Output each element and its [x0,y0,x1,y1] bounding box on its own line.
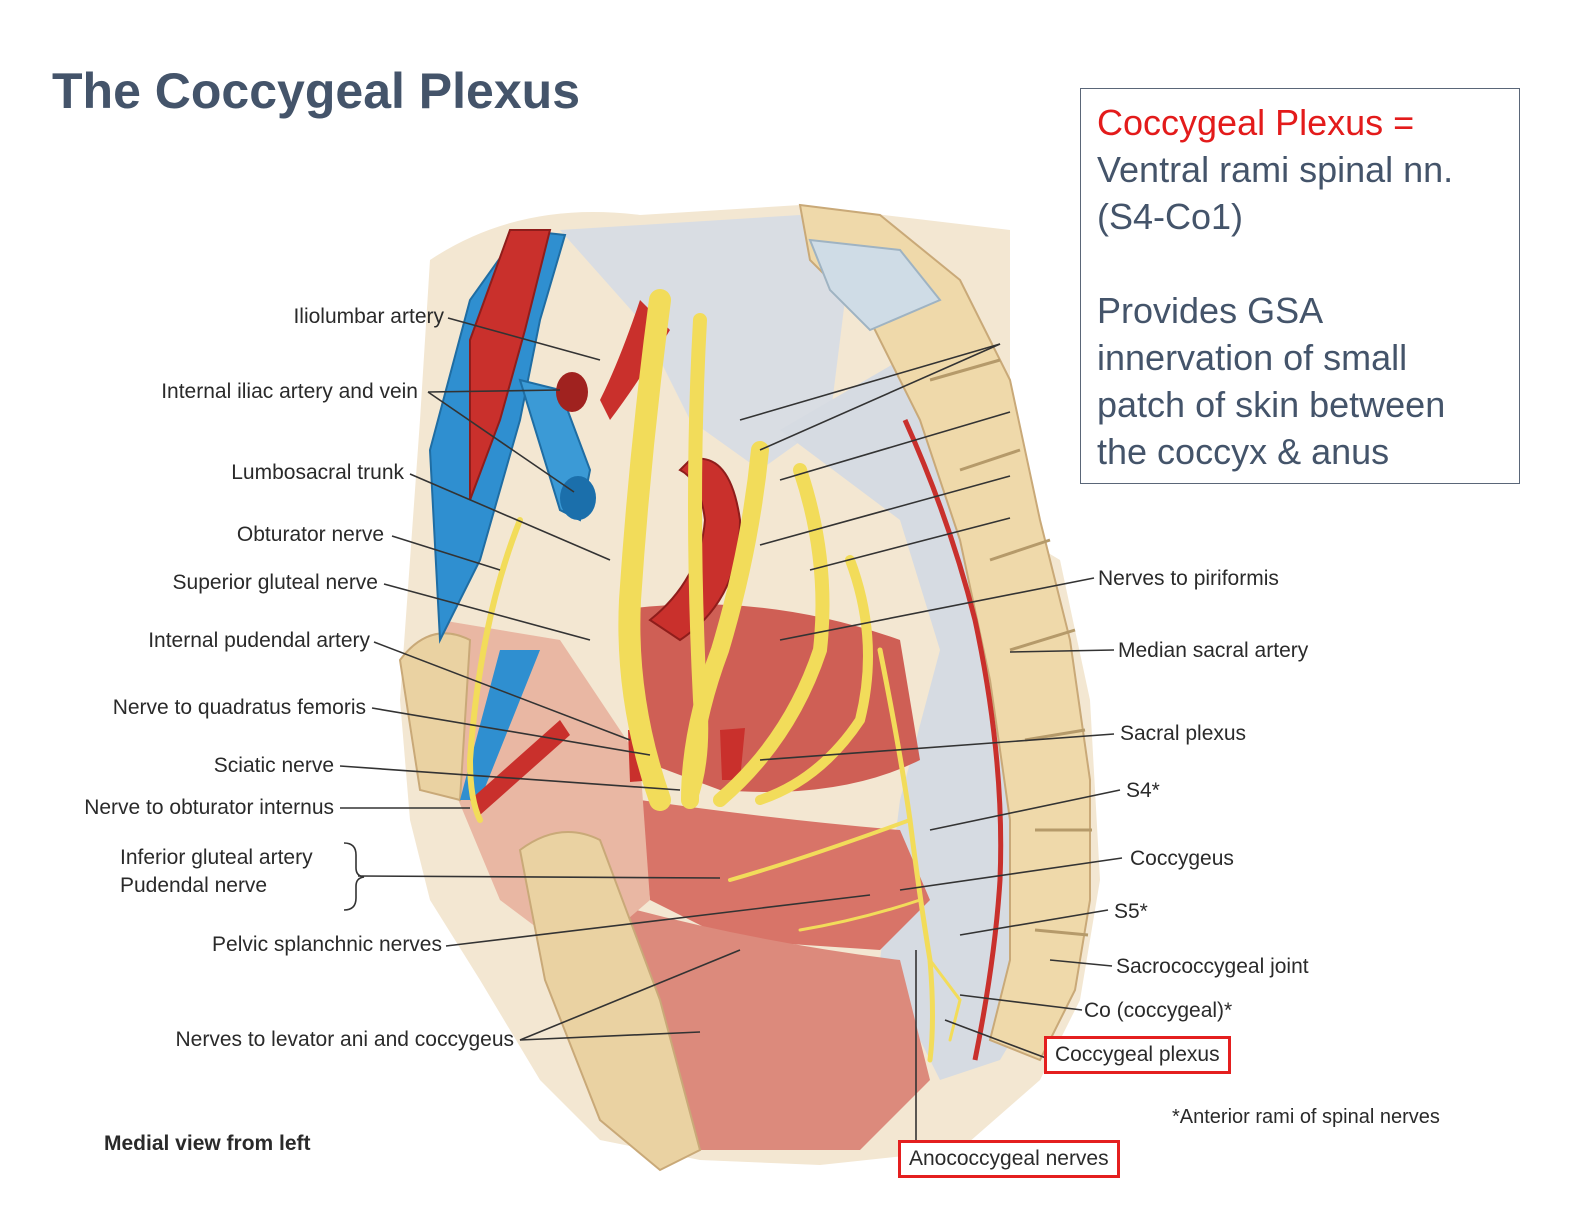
label-co-coccygeal: Co (coccygeal)* [1084,999,1233,1022]
label-nerves-piriformis: Nerves to piriformis [1098,567,1279,590]
info-function-line-3: patch of skin between [1097,384,1446,425]
internal-iliac-artery-cut [556,372,588,412]
label-anococcygeal-nerves-highlighted: Anococcygeal nerves [898,1140,1120,1178]
view-caption: Medial view from left [104,1132,311,1155]
info-function-line-4: the coccyx & anus [1097,431,1390,472]
label-lumbosacral-trunk: Lumbosacral trunk [231,461,404,484]
label-s5: S5* [1114,900,1148,923]
label-coccygeal-plexus-highlighted: Coccygeal plexus [1044,1036,1231,1074]
info-segments: (S4-Co1) [1097,196,1244,237]
label-superior-gluteal-nerve: Superior gluteal nerve [172,571,378,594]
label-obturator-nerve: Obturator nerve [236,523,384,546]
label-iliolumbar-artery: Iliolumbar artery [293,305,444,328]
label-pelvic-splanchnic: Pelvic splanchnic nerves [212,933,442,956]
info-definition-heading: Coccygeal Plexus = [1097,102,1415,143]
info-function-line-1: Provides GSA [1097,290,1324,331]
label-internal-iliac: Internal iliac artery and vein [161,380,418,403]
label-brace [344,843,364,910]
internal-iliac-vein-cut [560,476,596,520]
footnote: *Anterior rami of spinal nerves [1172,1106,1440,1128]
label-internal-pudendal-artery: Internal pudendal artery [148,629,370,652]
info-function-line-2: innervation of small [1097,337,1408,378]
piriformis-muscle [620,604,920,792]
label-nerves-levator-ani: Nerves to levator ani and coccygeus [175,1028,514,1051]
page-title: The Coccygeal Plexus [52,63,581,119]
label-s4: S4* [1126,779,1160,802]
label-sciatic-nerve: Sciatic nerve [213,754,334,777]
label-inferior-gluteal-artery: Inferior gluteal artery [120,846,313,869]
label-coccygeus: Coccygeus [1130,847,1234,870]
label-pudendal-nerve: Pudendal nerve [120,874,268,897]
label-nerve-quadratus-femoris: Nerve to quadratus femoris [112,696,366,719]
label-nerve-obturator-internus: Nerve to obturator internus [84,796,334,819]
info-definition-line: Ventral rami spinal nn. [1097,149,1454,190]
label-sacral-plexus: Sacral plexus [1120,722,1247,745]
label-sacrococcygeal-joint: Sacrococcygeal joint [1116,955,1309,978]
label-median-sacral-artery: Median sacral artery [1118,639,1309,662]
